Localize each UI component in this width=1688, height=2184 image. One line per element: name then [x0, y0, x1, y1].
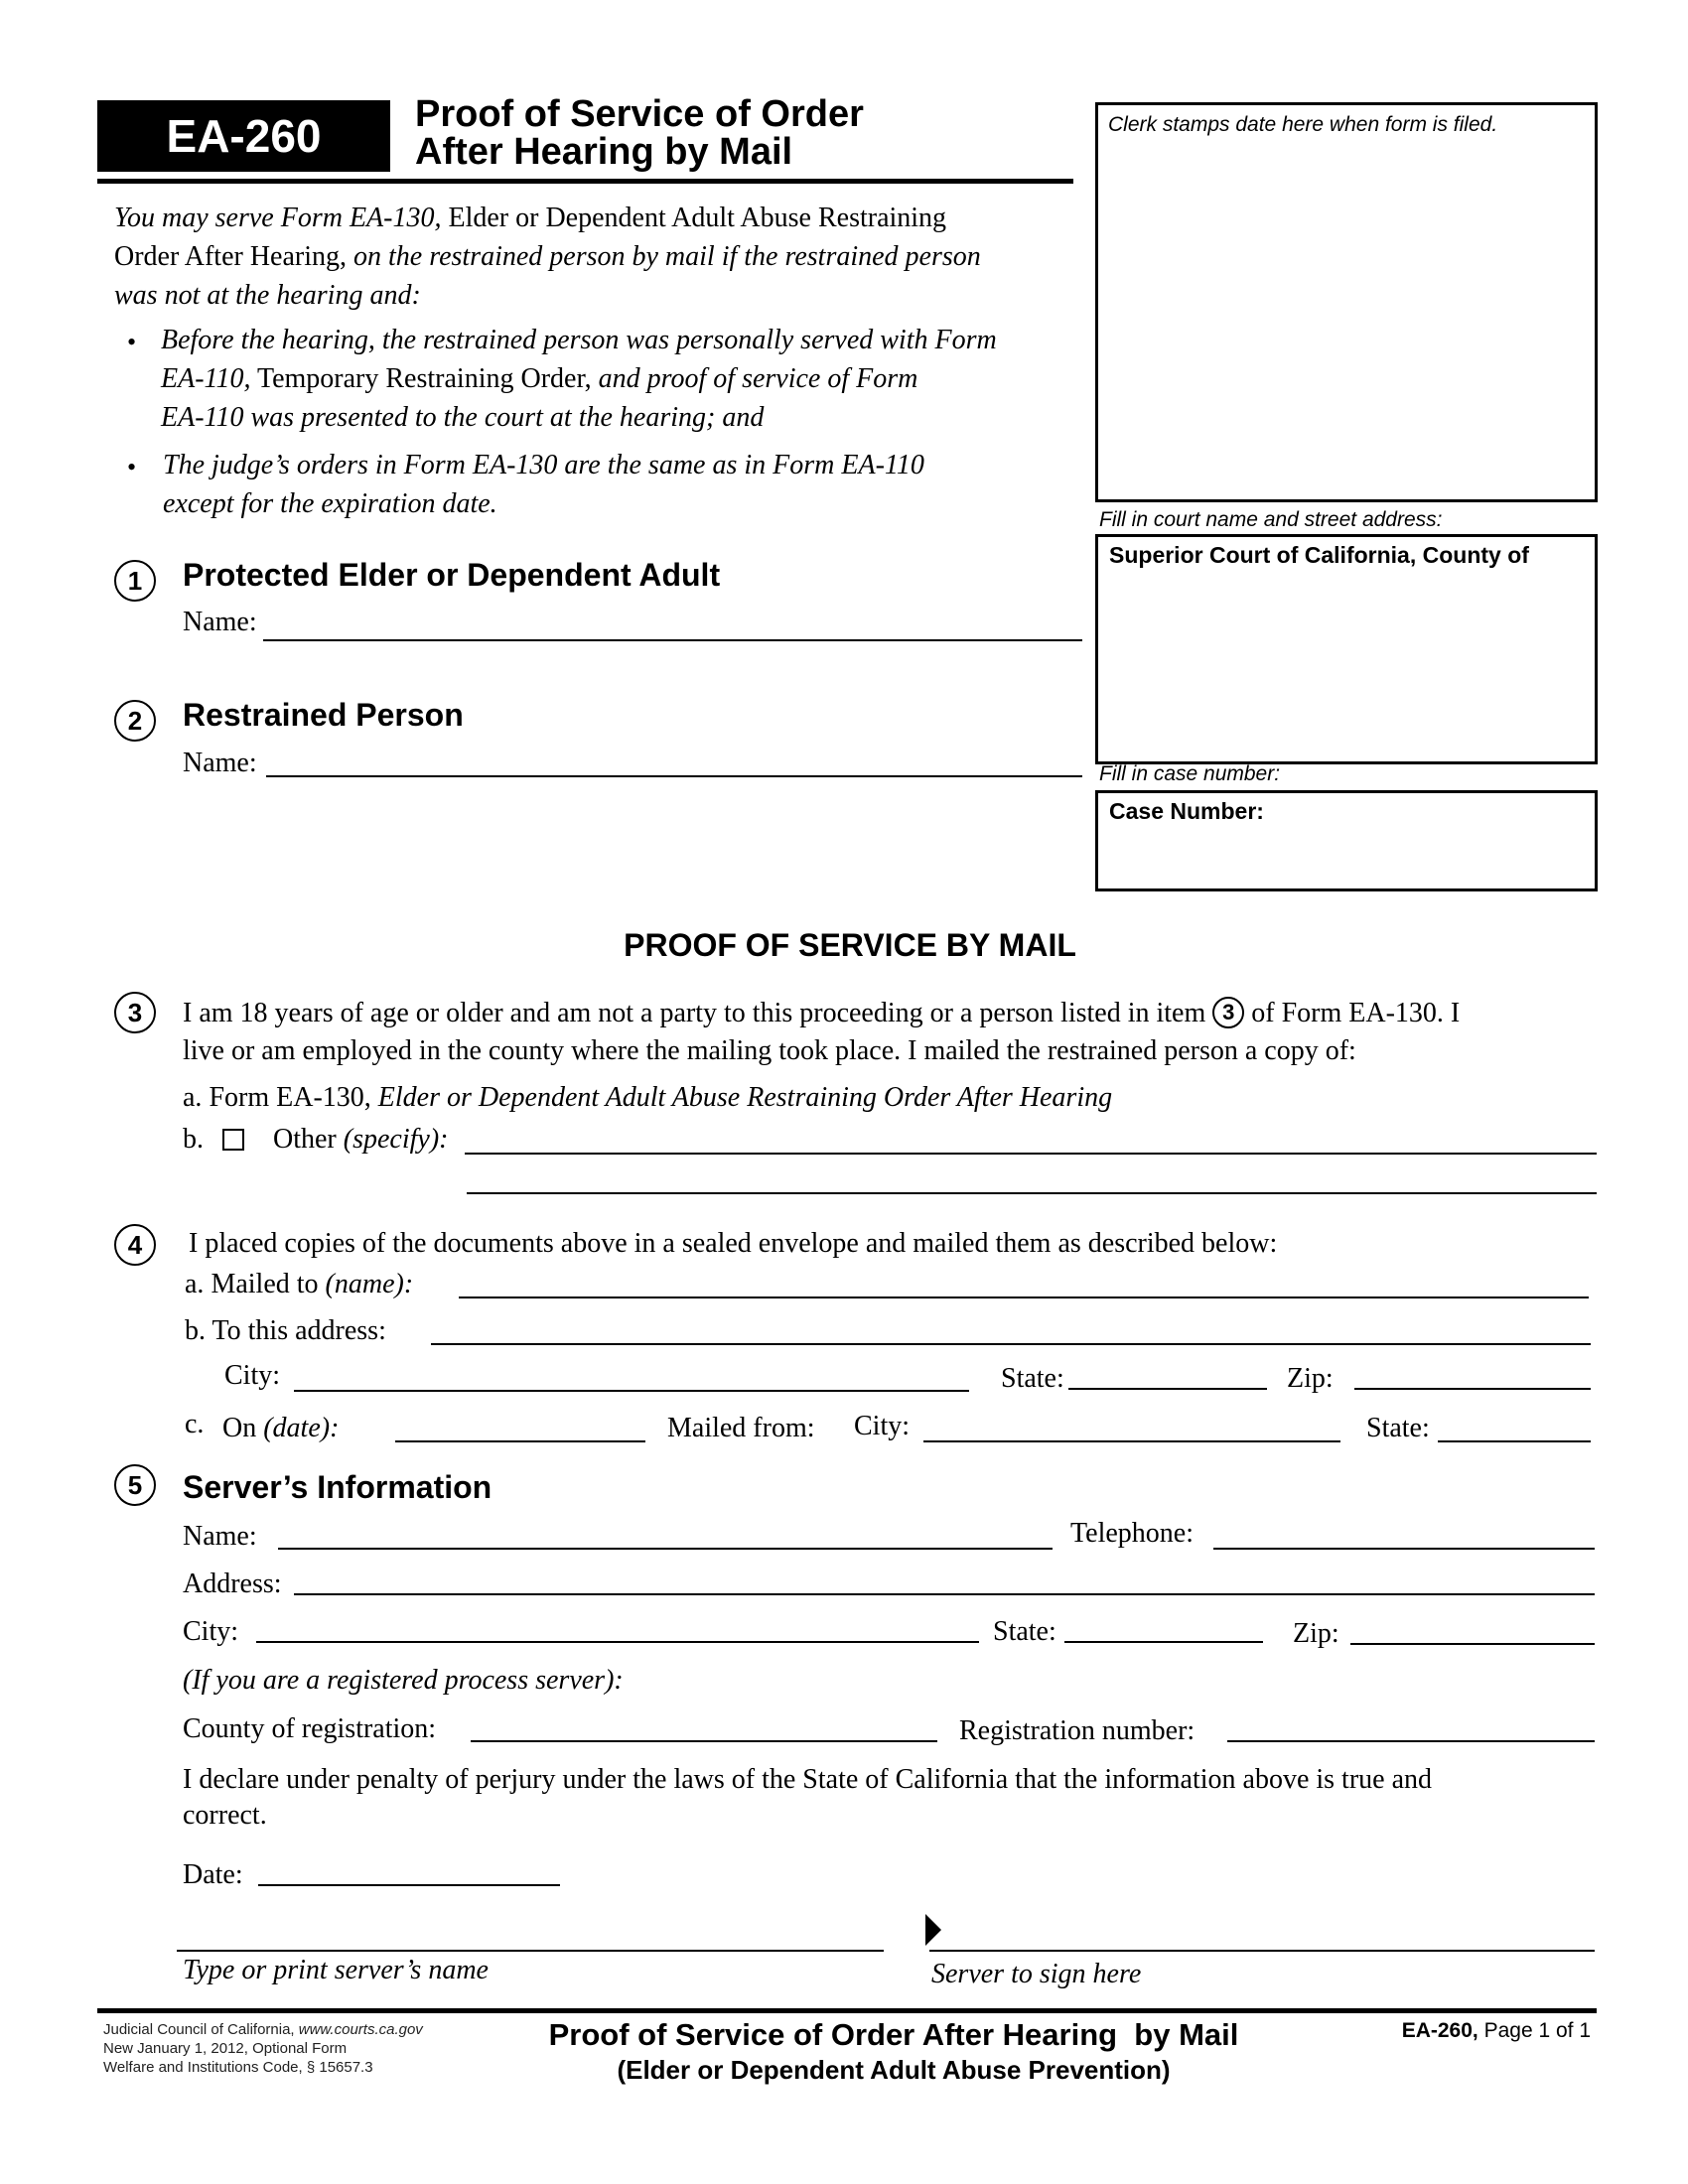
sign-here-caption: Server to sign here	[931, 1959, 1142, 1989]
intro-b2-a: The judge’s orders in Form EA-130 are the same as in Form EA-110	[163, 450, 924, 480]
item-5-county-line	[471, 1740, 937, 1742]
intro-bullet-1	[161, 324, 1084, 435]
footer-code: Welfare and Institutions Code, § 15657.3	[103, 2059, 373, 2076]
item-3b-checkbox[interactable]	[222, 1129, 244, 1151]
item-4c-state-label: State:	[1366, 1413, 1430, 1443]
proof-heading: PROOF OF SERVICE BY MAIL	[624, 927, 1076, 963]
mailed-to-name-input[interactable]	[463, 1266, 1580, 1296]
item-4-state-line	[1068, 1388, 1267, 1390]
print-name-caption: Type or print server’s name	[183, 1955, 489, 1985]
item-3b-specify: (specify):	[343, 1124, 449, 1155]
item-4a-letter: a.	[185, 1269, 205, 1299]
item-3-line2: live or am employed in the county where the mailing took place. I mailed the restrained person a copy of:	[183, 1034, 1356, 1066]
footer-website[interactable]: www.courts.ca.gov	[298, 2021, 423, 2038]
declaration-line1: I declare under penalty of perjury under the laws of the State of California that the information above is true and	[183, 1764, 1433, 1795]
item-4a	[185, 1268, 413, 1301]
registration-number-input[interactable]	[1231, 1709, 1589, 1739]
footer-form: EA-260,	[1401, 2019, 1478, 2042]
item-3a	[183, 1081, 1112, 1115]
item-4c-mailed-from: Mailed from:	[667, 1413, 815, 1443]
intro-paragraph	[114, 202, 1077, 313]
footer-council: Judicial Council of California,	[103, 2021, 295, 2038]
item-5-number: 5	[114, 1464, 156, 1506]
item-4b	[185, 1314, 386, 1348]
item-3-number: 3	[114, 992, 156, 1033]
server-address-input[interactable]	[298, 1563, 1589, 1592]
item-3b-other: Other	[273, 1124, 337, 1155]
item-5-telephone-line	[1213, 1548, 1595, 1550]
intro-b1-c: Temporary Restraining Order,	[256, 363, 592, 394]
case-number-box[interactable]	[1095, 790, 1598, 891]
intro-b1-d: and proof of service of Form	[598, 363, 918, 394]
clerk-stamp-box	[1095, 102, 1598, 502]
footer-title-line2: (Elder or Dependent Adult Abuse Prevention)	[617, 2055, 1171, 2085]
item-4-zip-label: Zip:	[1287, 1363, 1334, 1394]
mailing-city-input[interactable]	[298, 1358, 963, 1388]
footer-new-date: New January 1, 2012, Optional Form	[103, 2040, 348, 2057]
item-5-name-line	[278, 1548, 1053, 1550]
item-4-number: 4	[114, 1224, 156, 1266]
county-registration-input[interactable]	[475, 1709, 931, 1739]
item-3a-letter: a.	[183, 1082, 203, 1113]
footer-title	[496, 2017, 1291, 2086]
item-5-date-line	[258, 1884, 560, 1886]
item-2-title: Restrained Person	[183, 697, 464, 733]
intro-p1-d: on the restrained person by mail if the restrained person	[353, 241, 981, 272]
server-name-input[interactable]	[282, 1517, 1047, 1547]
item-3a-form: Form EA-130,	[209, 1082, 371, 1113]
item-3a-title: Elder or Dependent Adult Abuse Restraining Order After Hearing	[377, 1082, 1113, 1113]
item-2-number: 2	[114, 700, 156, 742]
other-documents-input[interactable]	[469, 1122, 1591, 1152]
intro-p1-b: Elder or Dependent Adult Abuse Restraining	[448, 203, 947, 233]
item-4c-city-label: City:	[854, 1411, 911, 1441]
server-city-input[interactable]	[260, 1610, 973, 1640]
case-number-text: Case Number:	[1109, 798, 1264, 824]
item-5-county-label: County of registration:	[183, 1713, 437, 1744]
item-3b-line-2	[467, 1192, 1597, 1194]
item-5-state-line	[1064, 1641, 1263, 1643]
item-5-date-label: Date:	[183, 1859, 243, 1890]
intro-b1-e: EA-110 was presented to the court at the hearing; and	[161, 402, 765, 433]
restrained-person-name-input[interactable]	[270, 745, 1074, 774]
item-5-address-line	[294, 1593, 1595, 1595]
item-5-regnum-line	[1227, 1740, 1595, 1742]
item-5-name-label: Name:	[183, 1521, 257, 1552]
mailed-from-state-input[interactable]	[1440, 1410, 1587, 1439]
intro-b1-a: Before the hearing, the restrained person was personally served with Form	[161, 325, 997, 355]
item-4c-date-line	[395, 1440, 645, 1442]
declaration-date-input[interactable]	[262, 1853, 554, 1883]
item-3-line1-a: I am 18 years of age or older and am not a party to this proceeding or a person listed in item	[183, 998, 1206, 1028]
item-3-line1-b: of Form EA-130. I	[1251, 998, 1461, 1028]
item-4c-on-text: On	[222, 1413, 257, 1443]
item-5-zip-label: Zip:	[1293, 1618, 1339, 1649]
mailed-from-city-input[interactable]	[927, 1410, 1335, 1439]
item-5-address-label: Address:	[183, 1569, 282, 1599]
footer-rule	[97, 2008, 1597, 2013]
item-4c-date-text: (date):	[263, 1413, 340, 1443]
item-5-registered-note: (If you are a registered process server):	[183, 1665, 624, 1696]
server-signature-area[interactable]	[933, 1906, 1589, 1948]
mailing-zip-input[interactable]	[1358, 1357, 1585, 1387]
court-name-text: Superior Court of California, County of	[1109, 542, 1529, 568]
header-rule	[97, 179, 1073, 184]
item-1-name-label: Name:	[183, 607, 257, 637]
form-title	[415, 95, 864, 171]
protected-adult-name-input[interactable]	[268, 608, 1072, 637]
item-5-declaration	[183, 1763, 1603, 1833]
item-5-regnum-label: Registration number:	[959, 1715, 1196, 1746]
item-4c-letter: c.	[185, 1409, 205, 1439]
mailing-state-input[interactable]	[1072, 1357, 1261, 1387]
item-5-telephone-label: Telephone:	[1070, 1518, 1194, 1549]
item-4c-city-line	[923, 1440, 1340, 1442]
print-name-line	[177, 1950, 884, 1952]
item-5-city-line	[256, 1641, 979, 1643]
item-3b-line-1	[465, 1153, 1597, 1155]
item-1-number: 1	[114, 560, 156, 602]
item-3-statement	[183, 997, 1593, 1068]
footer-right	[1402, 2019, 1591, 2043]
bullet-2: •	[127, 453, 137, 481]
item-4b-line	[431, 1343, 1591, 1345]
mailing-date-input[interactable]	[399, 1410, 641, 1439]
item-5-zip-line	[1350, 1643, 1595, 1645]
item-3b-label	[273, 1123, 448, 1157]
item-4-intro: I placed copies of the documents above in a sealed envelope and mailed them as described below:	[189, 1228, 1278, 1259]
declaration-line2: correct.	[183, 1800, 267, 1831]
item-4b-label: To this address:	[211, 1315, 386, 1346]
form-title-line2: After Hearing by Mail	[415, 131, 793, 173]
intro-b1-b: EA-110,	[161, 363, 251, 394]
intro-p1-e: was not at the hearing and:	[114, 280, 421, 311]
clerk-stamp-label: Clerk stamps date here when form is filed.	[1108, 113, 1498, 136]
item-5-state-label: State:	[993, 1616, 1056, 1647]
form-code: EA-260	[166, 110, 322, 162]
footer-left	[103, 2020, 423, 2077]
item-4-state-label: State:	[1001, 1363, 1064, 1394]
intro-p1-c: Order After Hearing,	[114, 241, 348, 272]
item-4a-name: (name):	[325, 1269, 414, 1299]
item-4c-state-line	[1438, 1440, 1591, 1442]
form-code-badge	[97, 100, 390, 172]
item-4-zip-line	[1354, 1388, 1591, 1390]
item-2-name-label: Name:	[183, 748, 257, 778]
item-4-city-label: City:	[224, 1360, 281, 1391]
item-4c-on	[222, 1412, 339, 1445]
item-2-name-line	[266, 775, 1082, 777]
intro-bullet-2	[163, 449, 1086, 521]
server-state-input[interactable]	[1068, 1610, 1257, 1640]
server-telephone-input[interactable]	[1217, 1517, 1589, 1547]
signature-line	[929, 1950, 1595, 1952]
item-1-title: Protected Elder or Dependent Adult	[183, 557, 721, 593]
item-5-title: Server’s Information	[183, 1469, 492, 1505]
intro-p1-a: You may serve Form EA-130,	[114, 203, 442, 233]
item-4b-letter: b.	[185, 1315, 206, 1346]
item-3b-letter: b.	[183, 1124, 204, 1155]
item-4a-line	[459, 1297, 1589, 1298]
intro-b2-b: except for the expiration date.	[163, 488, 497, 519]
mailing-address-input[interactable]	[435, 1312, 1582, 1342]
bullet-1: •	[127, 328, 137, 356]
item-1-name-line	[263, 639, 1082, 641]
court-name-box[interactable]	[1095, 534, 1598, 764]
item-3-ref-circle: 3	[1212, 997, 1244, 1028]
item-5-city-label: City:	[183, 1616, 239, 1647]
form-title-line1: Proof of Service of Order	[415, 93, 864, 135]
item-4-city-line	[294, 1390, 969, 1392]
footer-page: Page 1 of 1	[1483, 2019, 1591, 2042]
server-zip-input[interactable]	[1354, 1612, 1589, 1642]
court-box-label: Fill in court name and street address:	[1099, 508, 1443, 531]
case-number-label: Fill in case number:	[1099, 762, 1281, 785]
footer-title-line1: Proof of Service of Order After Hearing by Mail	[548, 2017, 1239, 2052]
print-server-name-input[interactable]	[183, 1918, 878, 1948]
item-4a-label: Mailed to	[211, 1269, 319, 1299]
